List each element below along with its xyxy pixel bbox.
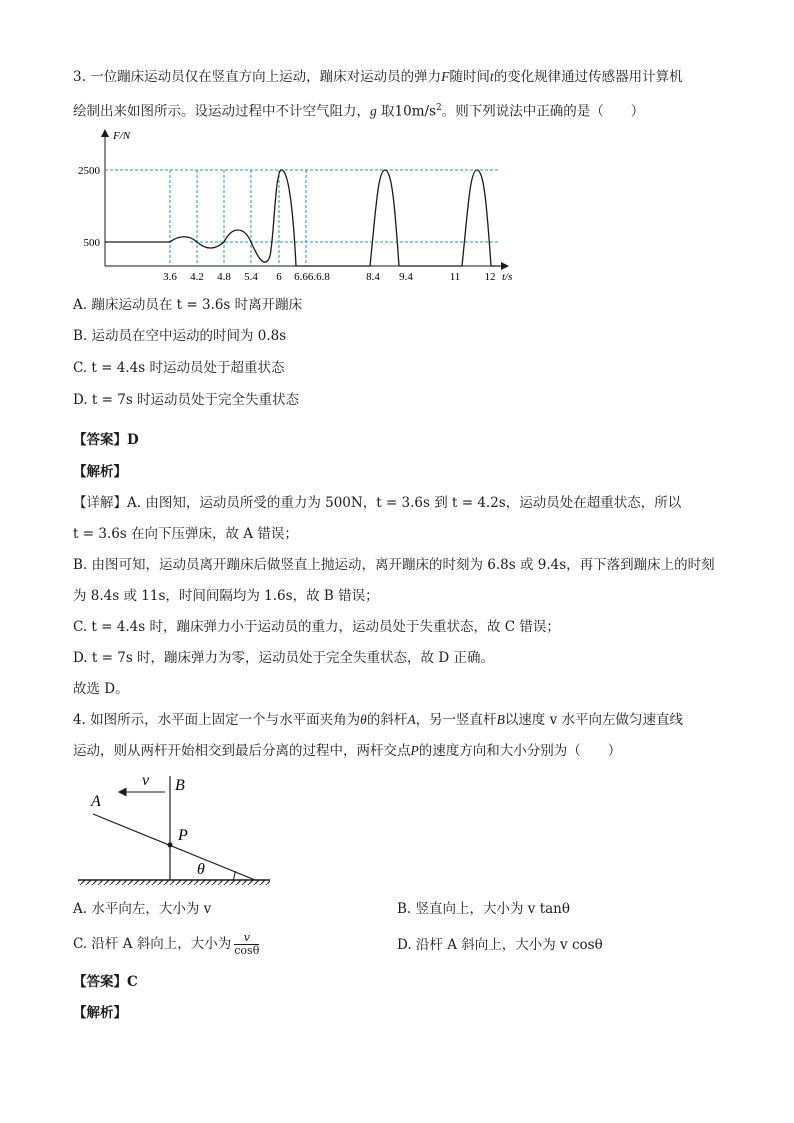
q3-detail-7: 故选 D。 [73, 681, 129, 697]
x-tick: 4.8 [217, 271, 231, 283]
q3-detail-1: 【详解】A. 由图知，运动员所受的重力为 500N，t = 3.6s 到 t = 4.2s，运动员处在超重状态，所以 [73, 495, 682, 511]
q3-stem-line1 [73, 67, 683, 87]
q4-stem-line2 [73, 741, 621, 761]
label-theta: θ [197, 861, 205, 878]
force-curve [105, 170, 500, 266]
rod-a [93, 814, 255, 880]
q4-var-A: A [407, 712, 416, 727]
x-tick: 5.4 [244, 271, 258, 283]
q3-var-F: F [441, 69, 450, 84]
q3-detail-3: B. 由图可知，运动员离开蹦床后做竖直上抛运动，离开蹦床的时刻为 6.8s 或 9.4s，再下落到蹦床上的时刻 [73, 557, 715, 573]
q3-superscript: 2 [436, 103, 442, 113]
q3-stem-text: 3. 一位蹦床运动员仅在竖直方向上运动，蹦床对运动员的弹力 [73, 69, 442, 85]
point-p [168, 843, 173, 848]
q4-option-b: B. 竖直向上，大小为 v tanθ [397, 901, 571, 917]
q3-stem-text: 的变化规律通过传感器用计算机 [493, 69, 683, 85]
rods-diagram [75, 770, 275, 885]
q4-var-theta: θ [360, 712, 367, 727]
q3-option-b: B. 运动员在空中运动的时间为 0.8s [73, 328, 287, 344]
q3-detail-4: 为 8.4s 或 11s，时间间隔均为 1.6s，故 B 错误； [73, 588, 379, 604]
q4-option-c-fraction [234, 932, 259, 957]
q4-stem-text: 以速度 v 水平向左做匀速直线 [504, 712, 684, 728]
q3-detail-2: t = 3.6s 在向下压弹床，故 A 错误； [73, 526, 298, 542]
q3-analysis-label: 【解析】 [73, 464, 127, 480]
q3-stem-text: 。则下列说法中正确的是（ ） [441, 103, 645, 120]
q4-analysis-label: 【解析】 [73, 1005, 127, 1021]
q3-var-g: g [370, 103, 377, 119]
label-v: v [142, 772, 150, 789]
ground-hatch [78, 880, 270, 885]
q4-stem-text: 运动，则从两杆开始相交到最后分离的过程中，两杆交点 [73, 743, 411, 759]
q4-var-P: P [410, 743, 419, 758]
q4-option-a: A. 水平向左，大小为 v [73, 901, 212, 917]
q4-stem-line1 [73, 710, 683, 730]
x-tick: 3.6 [163, 271, 177, 283]
q4-option-c-text: C. 沿杆 A 斜向上，大小为 [73, 936, 232, 952]
q4-answer: 【答案】C [73, 974, 138, 990]
q3-detail-6: D. t = 7s 时，蹦床弹力为零，运动员处于完全失重状态，故 D 正确。 [73, 650, 494, 666]
q3-detail-5: C. t = 4.4s 时，蹦床弹力小于运动员的重力，运动员处于失重状态，故 C 错误； [73, 619, 560, 635]
q3-option-d: D. t = 7s 时运动员处于完全失重状态 [73, 392, 300, 408]
vertical-grid-lines [170, 170, 306, 266]
y-tick-500: 500 [83, 237, 100, 249]
y-tick-2500: 2500 [78, 165, 100, 177]
q3-stem-line2 [73, 98, 644, 122]
x-tick: 6 [276, 271, 282, 283]
q3-stem-text: 取10m/s [376, 103, 436, 120]
x-tick: 11 [449, 271, 461, 283]
q4-stem-text: 4. 如图所示，水平面上固定一个与水平面夹角为 [73, 712, 361, 728]
x-axis-label: t/s [502, 271, 513, 283]
q4-stem-text: 的速度方向和大小分别为（ ） [418, 743, 622, 759]
x-tick: 4.2 [190, 271, 204, 283]
x-tick: 9.4 [399, 271, 413, 283]
q3-stem-text: 绘制出来如图所示。设运动过程中不计空气阻力， [73, 103, 370, 120]
force-time-graph [60, 128, 520, 283]
q4-option-c [73, 932, 259, 957]
q4-var-B: B [496, 712, 505, 727]
fraction-numerator: v [234, 932, 259, 945]
q4-stem-text: 的斜杆 [366, 712, 408, 728]
q3-var-t: t [489, 69, 494, 84]
label-a: A [91, 793, 101, 810]
x-tick: 8.4 [366, 271, 380, 283]
y-axis-label: F/N [113, 130, 131, 142]
q3-option-c: C. t = 4.4s 时运动员处于超重状态 [73, 360, 285, 376]
fraction-denominator: cosθ [234, 944, 260, 957]
label-p: P [178, 827, 188, 844]
q3-option-a: A. 蹦床运动员在 t = 3.6s 时离开蹦床 [73, 297, 303, 313]
q4-option-d: D. 沿杆 A 斜向上，大小为 v cosθ [397, 937, 603, 953]
q3-stem-text: 随时间 [449, 69, 490, 85]
label-b: B [175, 777, 185, 794]
x-tick: 12 [484, 271, 496, 283]
angle-arc [233, 871, 235, 880]
x-tick: 6.66.6.8 [294, 271, 330, 283]
q4-stem-text: ，另一竖直杆 [415, 712, 497, 728]
q3-answer: 【答案】D [73, 432, 139, 448]
